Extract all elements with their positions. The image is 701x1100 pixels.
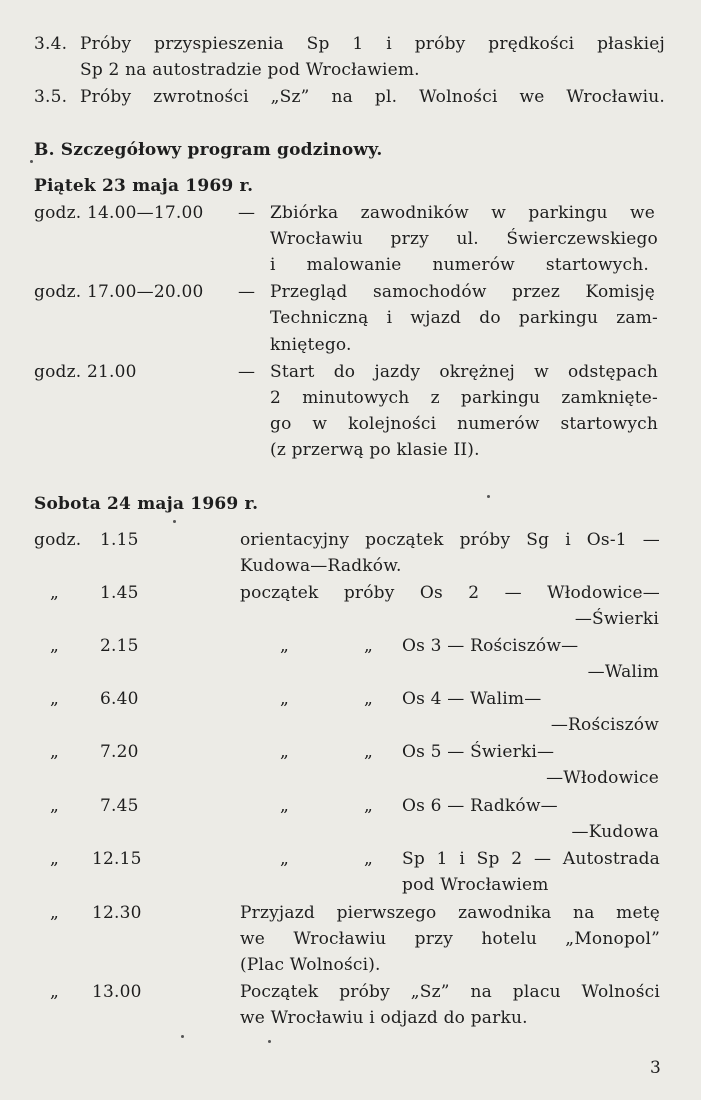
print-speck [487,495,490,498]
entry-text-line: Os 5 — Świerki— [402,742,555,762]
ditto-mark: „ [364,636,374,656]
ditto-mark: „ [364,796,374,816]
entry-text-line: pod Wrocławiem [402,875,549,895]
entry-text-line: Os 4 — Walim— [402,689,542,709]
time-label: godz. 14.00—17.00 [34,203,204,223]
time-prefix: „ [50,583,60,603]
time-prefix: „ [50,689,60,709]
entry-continuation: —Walim [587,662,659,682]
day-heading: Sobota 24 maja 1969 r. [34,494,259,514]
ditto-mark: „ [280,636,290,656]
print-speck [268,1040,271,1043]
ditto-mark: „ [364,849,374,869]
entry-text-line: początek próby Os 2 — Włodowice— [240,583,660,603]
entry-text-line: go w kolejności numerów startowych [270,414,658,434]
entry-text-line: Przegląd samochodów przez Komisję [270,282,655,302]
ditto-mark: „ [364,742,374,762]
entry-text-line: Techniczną i wjazd do parkingu zam- [270,308,658,328]
time-prefix: „ [50,849,60,869]
time-prefix: „ [50,796,60,816]
entry-text-line: Zbiórka zawodników w parkingu we [270,203,655,223]
item-text-line: Próby przyspieszenia Sp 1 i próby prędkości płaskiej [80,34,665,54]
print-speck [30,160,33,163]
dash: — [238,282,256,302]
entry-text-line: orientacyjny początek próby Sg i Os-1 — [240,530,660,550]
entry-text-line: Kudowa—Radków. [240,556,402,576]
entry-text-line: we Wrocławiu i odjazd do parku. [240,1008,528,1028]
item-number: 3.5. [34,87,68,107]
entry-text-line: i malowanie numerów startowych. [270,255,649,275]
ditto-mark: „ [280,796,290,816]
time-label: 12.15 [92,849,142,869]
ditto-mark: „ [280,849,290,869]
time-prefix: godz. [34,530,82,550]
dash: — [238,362,256,382]
time-label: 13.00 [92,982,142,1002]
time-prefix: „ [50,742,60,762]
entry-text-line: kniętego. [270,335,352,355]
entry-text-line: Początek próby „Sz” na placu Wolności [240,982,660,1002]
dash: — [238,203,256,223]
entry-text-line: Os 3 — Rościszów— [402,636,579,656]
time-prefix: „ [50,982,60,1002]
section-heading: B. Szczegółowy program godzinowy. [34,140,383,160]
entry-text-line: Sp 1 i Sp 2 — Autostrada [402,849,660,869]
entry-text-line: Start do jazdy okrężnej w odstępach [270,362,658,382]
entry-text-line: (Plac Wolności). [240,955,381,975]
time-prefix: „ [50,903,60,923]
entry-text-line: 2 minutowych z parkingu zamknięte- [270,388,658,408]
item-number: 3.4. [34,34,68,54]
time-label: 7.20 [100,742,139,762]
time-label: 12.30 [92,903,142,923]
entry-continuation: —Włodowice [546,768,659,788]
page-number: 3 [650,1058,662,1078]
ditto-mark: „ [280,742,290,762]
print-speck [173,520,176,523]
item-text-line: Sp 2 na autostradzie pod Wrocławiem. [80,60,420,80]
entry-text-line: (z przerwą po klasie II). [270,440,480,460]
entry-text-line: Os 6 — Radków— [402,796,558,816]
item-text-line: Próby zwrotności „Sz” na pl. Wolności we Wrocławiu. [80,87,665,107]
ditto-mark: „ [364,689,374,709]
time-label: 2.15 [100,636,139,656]
entry-continuation: —Rościszów [550,715,659,735]
time-label: 1.45 [100,583,139,603]
time-label: 7.45 [100,796,139,816]
time-label: godz. 17.00—20.00 [34,282,204,302]
time-prefix: „ [50,636,60,656]
entry-continuation: —Świerki [574,609,659,629]
ditto-mark: „ [280,689,290,709]
entry-text-line: we Wrocławiu przy hotelu „Monopol” [240,929,660,949]
entry-continuation: —Kudowa [571,822,659,842]
print-speck [181,1035,184,1038]
time-label: 1.15 [100,530,139,550]
day-heading: Piątek 23 maja 1969 r. [34,176,254,196]
entry-text-line: Wrocławiu przy ul. Świerczewskiego [270,229,658,249]
time-label: godz. 21.00 [34,362,137,382]
entry-text-line: Przyjazd pierwszego zawodnika na metę [240,903,660,923]
time-label: 6.40 [100,689,139,709]
